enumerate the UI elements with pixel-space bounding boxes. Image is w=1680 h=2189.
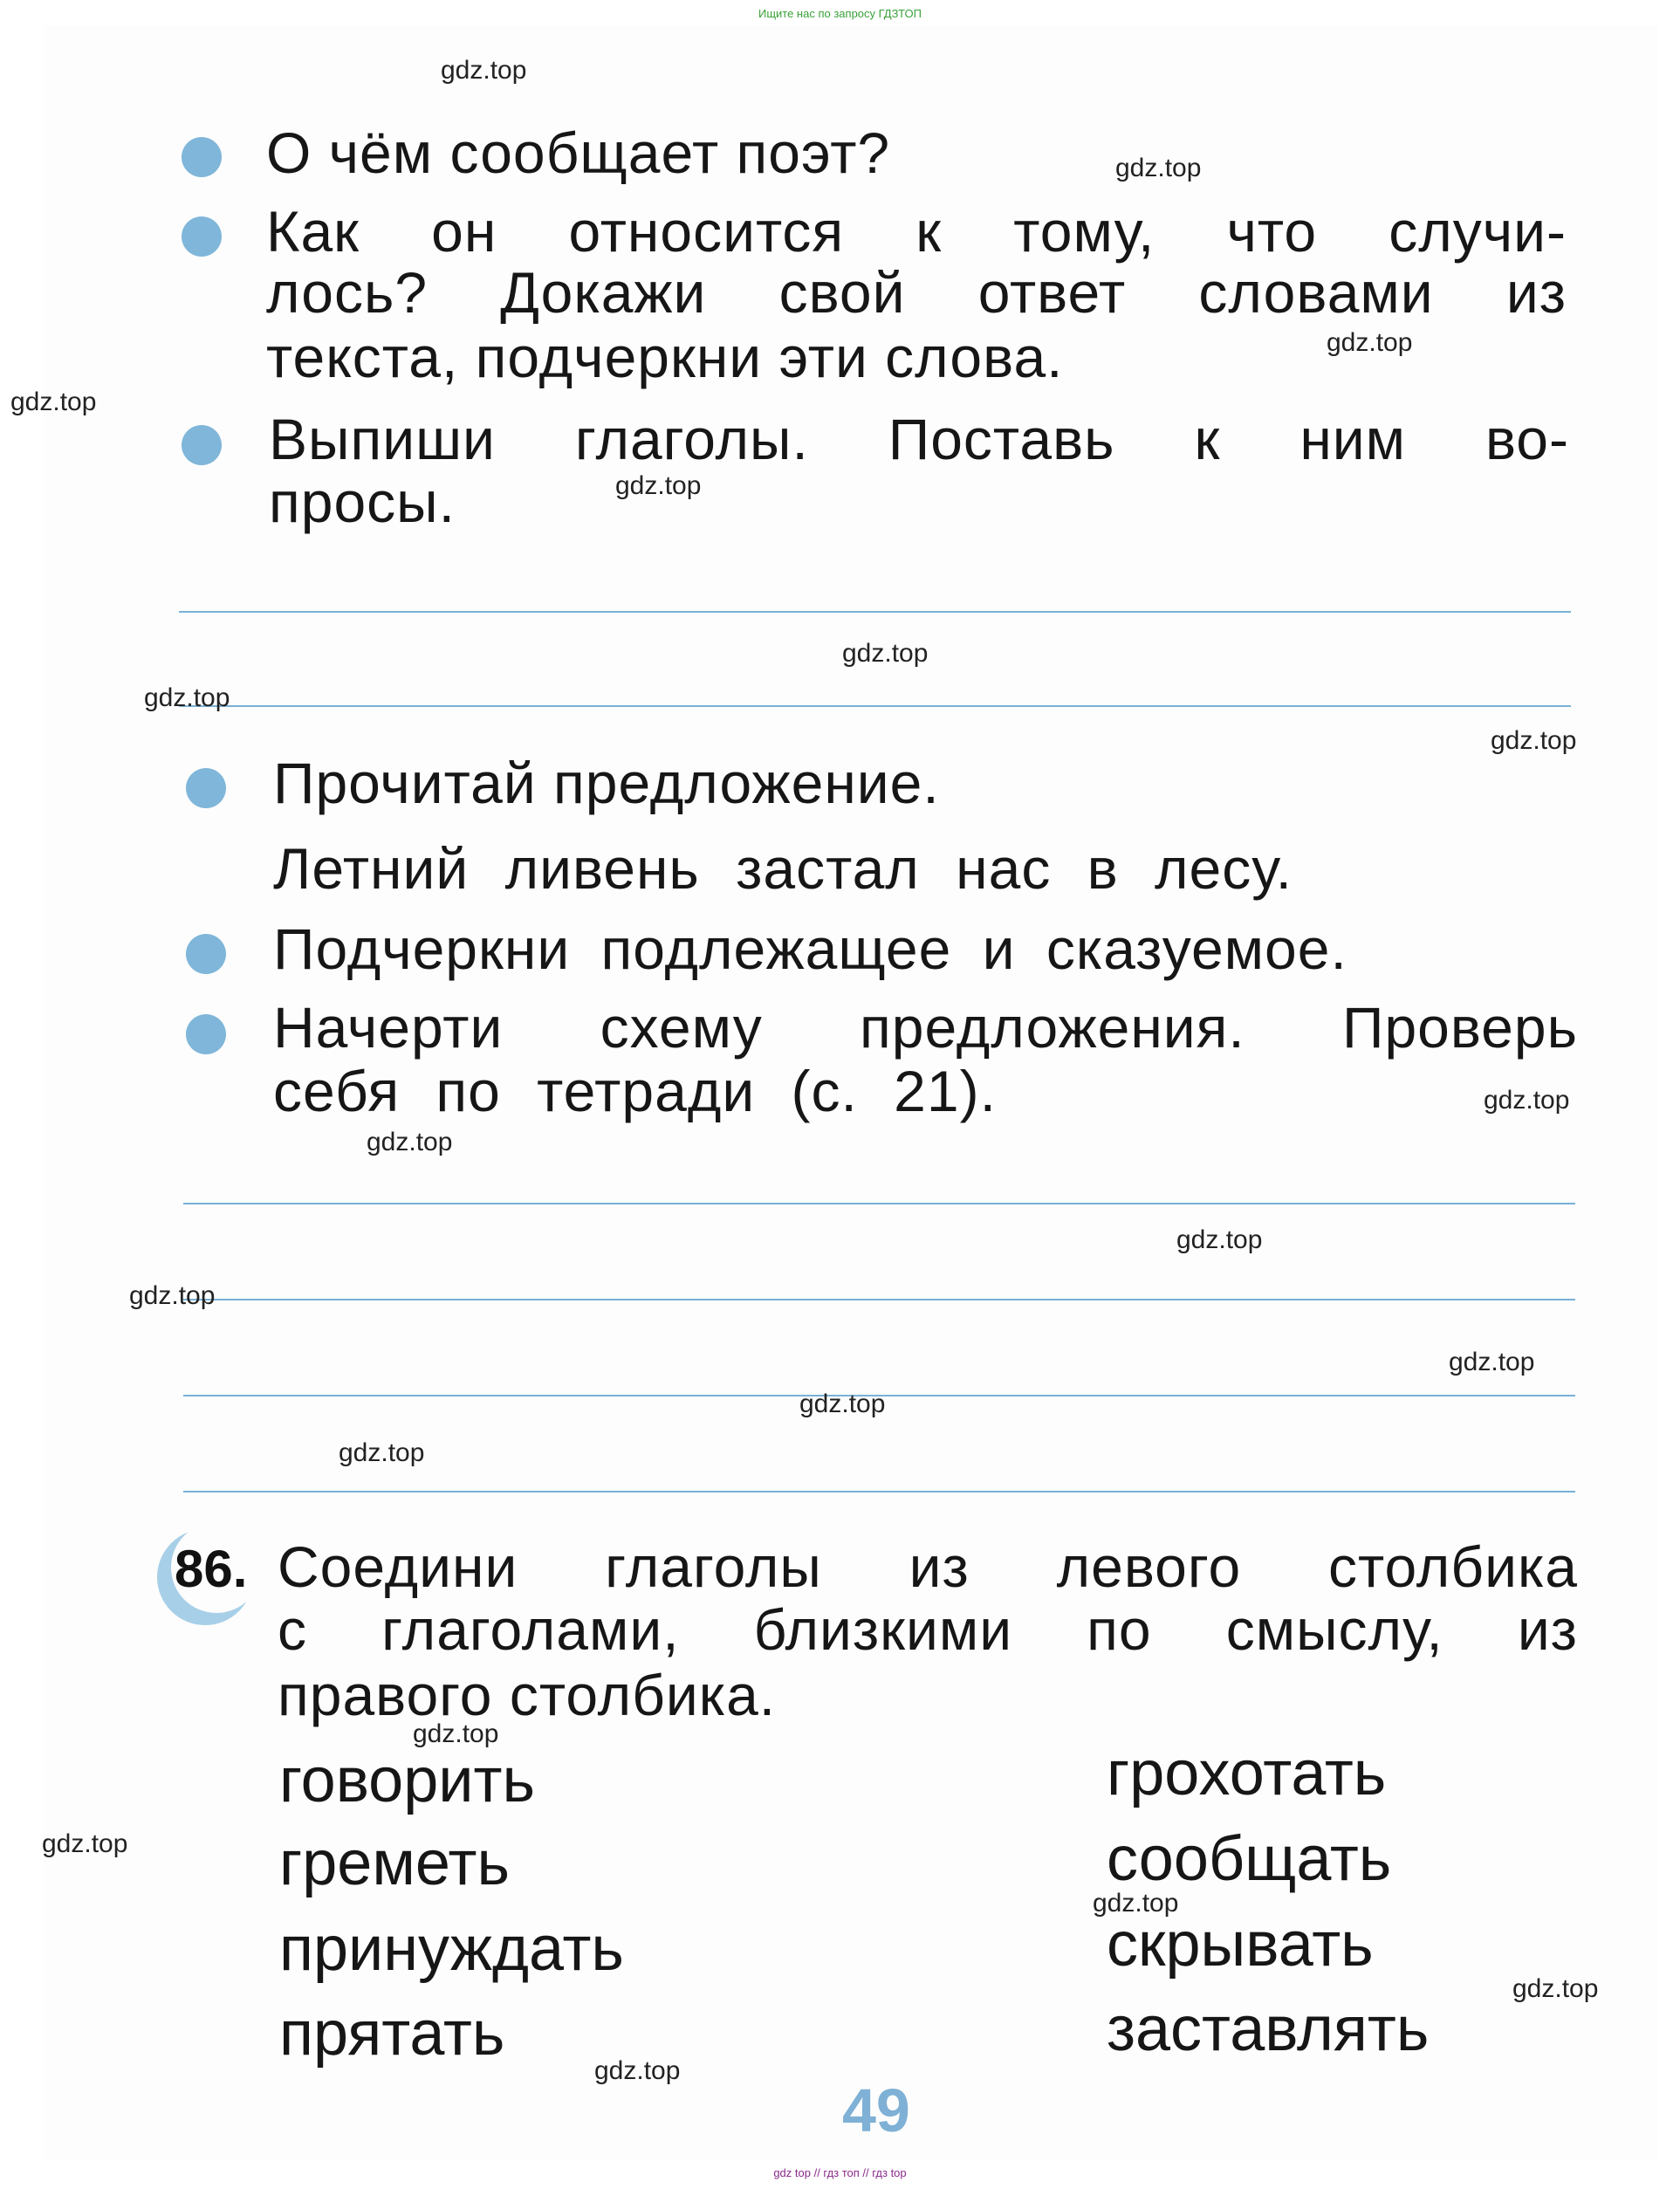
- word: Соедини: [278, 1534, 518, 1599]
- word: он: [431, 199, 497, 264]
- word: из: [1517, 1597, 1578, 1662]
- left-column-word: прятать: [279, 1999, 505, 2069]
- task-number: 86.: [175, 1540, 248, 1598]
- answer-line: [183, 1203, 1575, 1204]
- word: свой: [778, 260, 906, 325]
- word: глаголами,: [381, 1597, 680, 1662]
- word: случи-: [1389, 199, 1567, 264]
- answer-line: [183, 1299, 1575, 1300]
- task-86-line-2: [278, 1597, 1578, 1663]
- word: тому,: [1013, 199, 1155, 264]
- watermark: gdz.top: [129, 1281, 216, 1310]
- question-3-line-2: просы.: [269, 470, 456, 534]
- watermark: gdz.top: [1327, 328, 1413, 357]
- word: к: [1194, 407, 1221, 471]
- word: по: [1087, 1597, 1152, 1662]
- word: глаголы.: [574, 407, 809, 471]
- watermark: gdz.top: [842, 639, 929, 668]
- word: Проверь: [1342, 995, 1578, 1060]
- word: относится: [568, 199, 845, 264]
- word: ответ: [977, 260, 1127, 325]
- word: схему: [600, 995, 763, 1060]
- task-86-line-3: правого столбика.: [278, 1663, 777, 1727]
- watermark: gdz.top: [1176, 1225, 1263, 1254]
- bullet-marker: [182, 216, 222, 257]
- watermark: gdz.top: [1484, 1086, 1570, 1115]
- bullet-marker: [182, 425, 222, 465]
- word: с: [278, 1597, 307, 1662]
- watermark: gdz.top: [594, 2056, 681, 2085]
- word: во-: [1485, 407, 1569, 471]
- word: левого: [1056, 1534, 1242, 1599]
- word: Как: [266, 199, 360, 264]
- footer-note: gdz top // гдз топ // гдз top: [773, 2166, 907, 2179]
- watermark: gdz.top: [1512, 1974, 1599, 2003]
- watermark: gdz.top: [367, 1128, 453, 1156]
- word: глаголы: [605, 1534, 822, 1599]
- word: Докажи: [500, 260, 707, 325]
- watermark: gdz.top: [1449, 1348, 1535, 1376]
- watermark: gdz.top: [10, 388, 97, 416]
- question-2-line-2: [266, 260, 1567, 326]
- left-column-word: греметь: [279, 1829, 510, 1898]
- question-2-line-3: текста, подчеркни эти слова.: [266, 325, 1064, 389]
- watermark: gdz.top: [413, 1719, 499, 1748]
- word: лось?: [266, 260, 429, 325]
- watermark: gdz.top: [1491, 726, 1577, 755]
- watermark: gdz.top: [339, 1438, 425, 1467]
- bullet-marker: [186, 934, 226, 974]
- answer-line: [179, 705, 1571, 707]
- right-column-word: грохотать: [1107, 1739, 1387, 1808]
- watermark: gdz.top: [42, 1829, 128, 1858]
- word: смыслу,: [1225, 1597, 1443, 1662]
- answer-line: [179, 611, 1571, 613]
- watermark: gdz.top: [441, 56, 527, 85]
- bullet-marker: [182, 137, 222, 177]
- header-note: Ищите нас по запросу ГДЗТОП: [758, 7, 922, 20]
- question-3-line-1: [269, 407, 1569, 472]
- word: близкими: [753, 1597, 1013, 1662]
- bullet-marker: [186, 1014, 226, 1054]
- right-column-word: скрывать: [1107, 1910, 1374, 1980]
- word: к: [915, 199, 943, 264]
- sentence-task-sentence: Летний ливень застал нас в лесу.: [273, 836, 1293, 901]
- word: Начерти: [273, 995, 504, 1060]
- sentence-task-underline: Подчеркни подлежащее и сказуемое.: [273, 916, 1347, 981]
- word: Выпиши: [269, 407, 496, 471]
- word: что: [1226, 199, 1318, 264]
- page-number: 49: [842, 2076, 910, 2144]
- answer-line: [183, 1491, 1575, 1492]
- right-column-word: сообщать: [1107, 1824, 1392, 1894]
- word: ним: [1299, 407, 1407, 471]
- question-1: О чём сообщает поэт?: [266, 120, 891, 185]
- watermark: gdz.top: [799, 1390, 886, 1418]
- left-column-word: принуждать: [279, 1914, 624, 1984]
- task-86-line-1: [278, 1534, 1578, 1600]
- watermark: gdz.top: [144, 683, 230, 712]
- watermark: gdz.top: [1093, 1889, 1179, 1918]
- sentence-task-instruction: Прочитай предложение.: [273, 751, 940, 815]
- word: из: [1505, 260, 1567, 325]
- word: Поставь: [888, 407, 1115, 471]
- word: из: [909, 1534, 970, 1599]
- sentence-task-scheme-line-2: себя по тетради (с. 21).: [273, 1059, 997, 1123]
- watermark: gdz.top: [615, 471, 702, 500]
- bullet-marker: [186, 768, 226, 808]
- word: столбика: [1328, 1534, 1578, 1599]
- word: словами: [1198, 260, 1434, 325]
- word: предложения.: [860, 995, 1245, 1060]
- left-column-word: говорить: [279, 1746, 535, 1815]
- sentence-task-scheme-line-1: [273, 995, 1578, 1060]
- question-2-line-1: [266, 199, 1567, 264]
- watermark: gdz.top: [1115, 154, 1202, 182]
- right-column-word: заставлять: [1107, 1994, 1430, 2064]
